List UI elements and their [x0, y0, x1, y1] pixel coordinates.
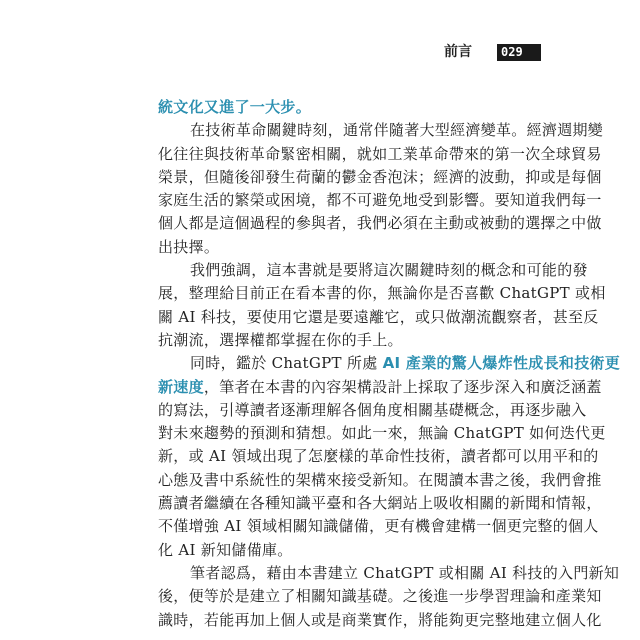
text-segment: 展，整理給目前正在看本書的你，無論你是否喜歡 ChatGPT 或相	[158, 284, 606, 303]
text-line	[158, 399, 587, 422]
text-segment: 同時，鑑於 ChatGPT 所處	[190, 354, 383, 373]
text-line	[158, 166, 602, 189]
text-segment: 後，便等於是建立了相關知識基礎。之後進一步學習理論和產業知	[158, 587, 602, 606]
text-segment: 化 AI 新知儲備庫。	[158, 540, 293, 559]
text-line	[158, 609, 602, 632]
highlighted-text: 新速度	[158, 377, 204, 396]
page-number: 029	[497, 44, 541, 61]
section-title: 前言	[444, 44, 472, 60]
text-segment: 抗潮流，選擇權都掌握在你的手上。	[158, 330, 403, 349]
text-segment: 個人都是這個過程的參與者，我們必須在主動或被動的選擇之中做	[158, 214, 602, 233]
text-line	[158, 445, 599, 468]
text-line	[158, 212, 602, 235]
text-segment: 關 AI 科技，要使用它還是要遠離它，或只做潮流觀察者，甚至反	[158, 307, 599, 326]
highlighted-text: 統文化又進了一大步。	[158, 98, 312, 116]
text-line	[158, 236, 534, 259]
text-segment: 不僅增強 AI 領域相關知識儲備，更有機會建構一個更完整的個人	[158, 517, 599, 536]
text-segment: 榮景，但隨後卻發生荷蘭的鬱金香泡沫；經濟的波動，抑或是每個	[158, 167, 602, 186]
text-segment: ，筆者在本書的內容架構設計上採取了逐步深入和廣泛涵蓋	[203, 377, 602, 396]
text-segment: 識時，若能再加上個人或是商業實作，將能夠更完整地建立個人化	[158, 610, 602, 629]
text-segment: 在技術革命關鍵時刻，通常伴隨著大型經濟變革。經濟週期變	[190, 121, 604, 140]
text-segment: 對未來趨勢的預測和猜想。如此一來，無論 ChatGPT 如何迭代更	[158, 424, 606, 443]
text-segment: 筆者認爲，藉由本書建立 ChatGPT 或相關 AI 科技的入門新知	[190, 563, 620, 582]
text-line	[158, 492, 602, 515]
text-segment: 我們強調，這本書就是要將這次關鍵時刻的概念和可能的發	[190, 261, 588, 280]
text-line	[158, 585, 602, 608]
text-segment: 出抉擇。	[158, 237, 220, 256]
text-line	[158, 96, 534, 119]
text-line	[158, 306, 599, 329]
text-line	[158, 352, 621, 375]
text-line	[158, 282, 606, 305]
text-line	[158, 329, 534, 352]
text-segment: 薦讀者繼續在各種知識平臺和各大網站上吸收相關的新聞和情報，	[158, 494, 602, 513]
text-segment: 化往往與技術革命緊密相關，就如工業革命帶來的第一次全球貿易	[158, 144, 602, 163]
body-text	[158, 96, 621, 632]
text-line	[158, 259, 588, 282]
text-line	[158, 469, 602, 492]
text-segment: 的寫法，引導讀者逐漸理解各個角度相關基礎概念，再逐步融入	[158, 400, 587, 419]
text-line	[158, 119, 604, 142]
text-line	[158, 376, 602, 399]
text-segment: 心態及書中系統性的架構來接受新知。在閱讀本書之後，我們會推	[158, 470, 602, 489]
page-header	[0, 42, 640, 62]
text-line	[158, 422, 606, 445]
text-line	[158, 515, 599, 538]
highlighted-text: AI 產業的驚人爆炸性成長和技術更	[382, 354, 621, 373]
text-line	[158, 189, 602, 212]
text-line	[158, 562, 620, 585]
text-line	[158, 143, 602, 166]
text-segment: 家庭生活的繁榮或困境，都不可避免地受到影響。要知道我們每一	[158, 191, 602, 210]
text-line	[158, 539, 534, 562]
text-segment: 新，或 AI 領域出現了怎麼樣的革命性技術，讀者都可以用平和的	[158, 447, 599, 466]
